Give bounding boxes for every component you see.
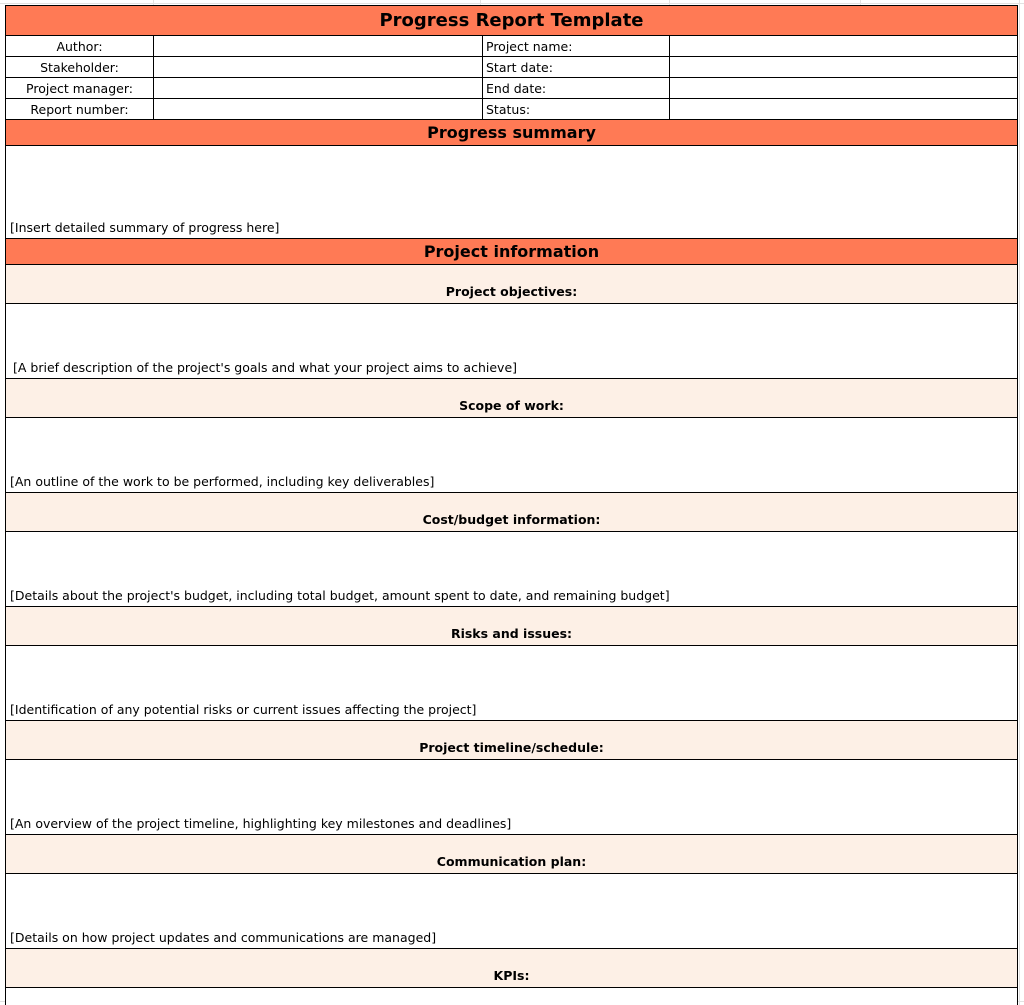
section-body-row: [6, 304, 1018, 379]
section-body-row: [6, 532, 1018, 607]
risks-issues-heading[interactable]: Risks and issues:: [6, 607, 1018, 645]
report-number-label: Report number:: [6, 99, 154, 119]
cost-budget-heading[interactable]: Cost/budget information:: [6, 493, 1018, 531]
meta-row: [6, 36, 1018, 57]
stakeholder-label: Stakeholder:: [6, 57, 154, 77]
gridline: [0, 3, 1024, 4]
section-heading-row: [6, 721, 1018, 760]
project-timeline-heading[interactable]: Project timeline/schedule:: [6, 721, 1018, 759]
project-manager-value-cell[interactable]: [154, 78, 483, 98]
communication-plan-heading[interactable]: Communication plan:: [6, 835, 1018, 873]
project-objectives-cell[interactable]: [A brief description of the project's goals and what your project aims to achieve]: [6, 304, 1018, 378]
section-heading-row: [6, 835, 1018, 874]
progress-summary-heading[interactable]: Progress summary: [6, 120, 1018, 145]
cost-budget-cell[interactable]: [Details about the project's budget, including total budget, amount spent to date, and remaining budget]: [6, 532, 1018, 606]
status-value-cell[interactable]: [670, 99, 1018, 119]
report-number-value-cell[interactable]: [154, 99, 483, 119]
author-label: Author:: [6, 36, 154, 56]
start-date-value-cell[interactable]: [670, 57, 1018, 77]
risks-issues-cell[interactable]: [Identification of any potential risks or current issues affecting the project]: [6, 646, 1018, 720]
section-heading-row: [6, 379, 1018, 418]
project-timeline-cell[interactable]: [An overview of the project timeline, highlighting key milestones and deadlines]: [6, 760, 1018, 834]
section-body-row: [6, 646, 1018, 721]
scope-of-work-cell[interactable]: [An outline of the work to be performed, including key deliverables]: [6, 418, 1018, 492]
progress-report: [5, 5, 1018, 1005]
progress-summary-heading-row: [6, 120, 1018, 146]
section-body-row: [6, 874, 1018, 949]
scope-of-work-heading[interactable]: Scope of work:: [6, 379, 1018, 417]
progress-summary-body-row: [6, 146, 1018, 239]
gridline: [1019, 0, 1020, 1005]
project-information-heading[interactable]: Project information: [6, 239, 1018, 264]
start-date-label: Start date:: [483, 57, 670, 77]
author-value-cell[interactable]: [154, 36, 483, 56]
meta-row: [6, 78, 1018, 99]
section-heading-row: [6, 265, 1018, 304]
meta-row: [6, 99, 1018, 120]
project-information-heading-row: [6, 239, 1018, 265]
section-body-row: [6, 418, 1018, 493]
stakeholder-value-cell[interactable]: [154, 57, 483, 77]
title-row: [6, 6, 1018, 36]
section-heading-row: [6, 493, 1018, 532]
status-label: Status:: [483, 99, 670, 119]
section-body-row: [6, 988, 1018, 1005]
communication-plan-cell[interactable]: [Details on how project updates and communications are managed]: [6, 874, 1018, 948]
end-date-label: End date:: [483, 78, 670, 98]
report-title[interactable]: Progress Report Template: [6, 6, 1018, 35]
section-heading-row: [6, 607, 1018, 646]
section-body-row: [6, 760, 1018, 835]
end-date-value-cell[interactable]: [670, 78, 1018, 98]
project-name-value-cell[interactable]: [670, 36, 1018, 56]
kpis-heading[interactable]: KPIs:: [6, 949, 1018, 987]
project-objectives-heading[interactable]: Project objectives:: [6, 265, 1018, 303]
project-manager-label: Project manager:: [6, 78, 154, 98]
section-heading-row: [6, 949, 1018, 988]
progress-summary-cell[interactable]: [Insert detailed summary of progress here]: [6, 146, 1018, 238]
kpis-cell[interactable]: [6, 988, 1018, 1005]
project-name-label: Project name:: [483, 36, 670, 56]
meta-row: [6, 57, 1018, 78]
